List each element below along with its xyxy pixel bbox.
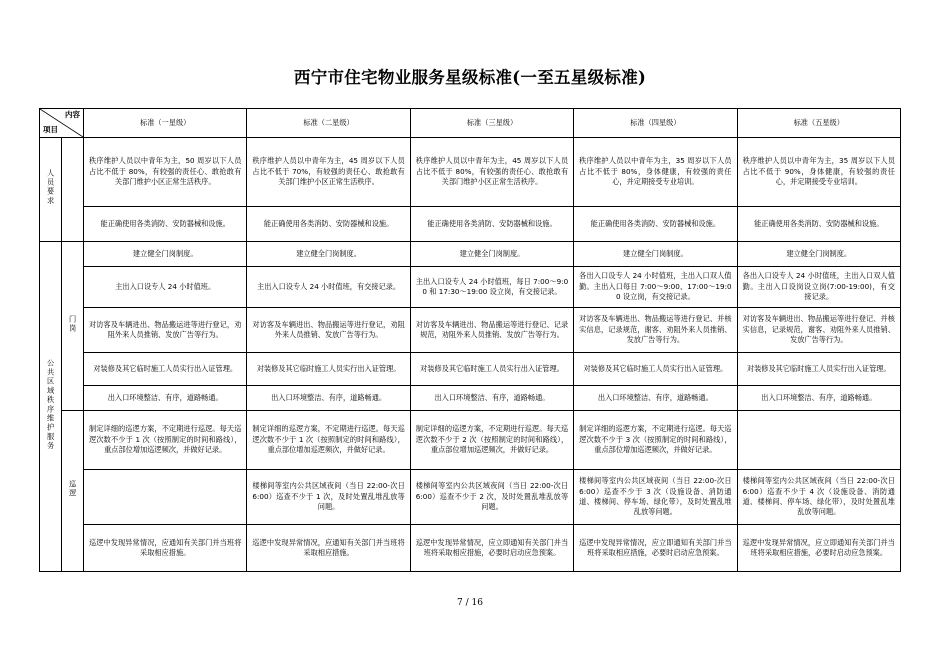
table-row xyxy=(40,353,901,386)
cell-patrol-system-1: 制定详细的巡逻方案，不定期进行巡逻。每天巡逻次数不少于 1 次（按照制定的时间和路线），重点部位增加巡逻频次，并做好记录。 xyxy=(84,411,247,470)
cell-abnormal-report-5: 巡逻中发现异常情况，应立即通知有关部门并当班将采取相应措施，必要时启动应急预案。 xyxy=(737,525,900,572)
table-header-row xyxy=(40,109,901,138)
cell-visitor-vehicle-1: 对访客及车辆进出、物品搬运进等进行登记，劝阻外来人员推销、发放广告等行为。 xyxy=(84,308,247,353)
cell-gate-duty-3: 主出入口设专人 24 小时值班，每日 7:00～9:00 和 17:30～19:00 设立岗，有交接记录。 xyxy=(410,267,573,308)
cell-staff-age-3: 秩序维护人员以中青年为主，45 周岁以下人员占比不低于 80%，有较强的责任心、敢抢敢有关部门维护小区正常生活秩序。 xyxy=(410,138,573,207)
column-header-one-star: 标准（一星级） xyxy=(84,109,247,138)
cell-night-patrol-2: 楼梯间等室内公共区域夜间（当日 22:00-次日 6:00）巡查不少于 1 次，及时处置乱堆乱放等问题。 xyxy=(247,470,410,525)
table-corner-cell xyxy=(40,109,84,138)
cell-gate-system-3: 建立健全门岗制度。 xyxy=(410,242,573,267)
cell-staff-age-4: 秩序维护人员以中青年为主，35 周岁以下人员占比不低于 80%，身体健康，有较强的责任心，并定期接受专业培训。 xyxy=(574,138,737,207)
cell-patrol-system-3: 制定详细的巡逻方案，不定期进行巡逻。每天巡逻次数不少于 2 次（按照制定的时间和路线），重点部位增加巡逻频次，并做好记录。 xyxy=(410,411,573,470)
cell-gate-system-4: 建立健全门岗制度。 xyxy=(574,242,737,267)
cell-night-patrol-5: 楼梯间等室内公共区域夜间（当日 22:00-次日 6:00）巡查不少于 4 次（设施设备、消防通道、楼梯间、停车场、绿化带），及时处置乱堆乱放等问题。 xyxy=(737,470,900,525)
cell-visitor-vehicle-2: 对访客及车辆进出、物品搬运等进行登记，劝阻外来人员推销、发放广告等行为。 xyxy=(247,308,410,353)
cell-gate-system-1: 建立健全门岗制度。 xyxy=(84,242,247,267)
cell-staff-age-5: 秩序维护人员以中青年为主，35 周岁以下人员占比不低于 90%，身体健康，有较强的责任心，并定期接受专业培训。 xyxy=(737,138,900,207)
cell-renovation-worker-1: 对装修及其它临时施工人员实行出入证管理。 xyxy=(84,353,247,386)
cell-visitor-vehicle-5: 对访客及车辆进出、物品搬运等进行登记、并核实信息，记录规范，谢客、劝阻外来人员推销、发放广告等行为。 xyxy=(737,308,900,353)
row-category-public-area xyxy=(40,242,62,572)
category-label-public-area: 公共区域秩序维护服务 xyxy=(46,358,56,451)
table-row xyxy=(40,411,901,470)
standards-table xyxy=(39,108,901,572)
cell-patrol-system-2: 制定详细的巡逻方案，不定期进行巡逻。每天巡逻次数不少于 1 次（按照制定的时间和路线），重点部位增加巡逻频次，并做好记录。 xyxy=(247,411,410,470)
cell-visitor-vehicle-3: 对访客及车辆进出、物品搬运等进行登记、记录规范，劝阻外来人员推销、发放广告等行为。 xyxy=(410,308,573,353)
cell-renovation-worker-2: 对装修及其它临时施工人员实行出入证管理。 xyxy=(247,353,410,386)
standards-table-container xyxy=(39,108,901,572)
cell-fire-equipment-3: 能正确使用各类消防、安防器械和设施。 xyxy=(410,207,573,242)
cell-abnormal-report-4: 巡逻中发现异常情况，应立即通知有关部门并当班将采取相应措施，必要时启动应急预案。 xyxy=(574,525,737,572)
cell-patrol-system-4: 制定详细的巡逻方案，不定期进行巡逻。每天巡逻次数不少于 3 次（按照制定的时间和路线），重点部位增加巡逻频次，并做好记录。 xyxy=(574,411,737,470)
table-row xyxy=(40,386,901,411)
cell-gate-duty-2: 主出入口设专人 24 小时值班，有交接记录。 xyxy=(247,267,410,308)
table-row xyxy=(40,308,901,353)
cell-visitor-vehicle-4: 对访客及车辆进出、物品搬运等进行登记、并核实信息，记录规范，谢客、劝阻外来人员推销、发放广告等行为。 xyxy=(574,308,737,353)
table-row xyxy=(40,267,901,308)
cell-gate-environment-1: 出入口环境整洁、有序，道路畅通。 xyxy=(84,386,247,411)
subcategory-label-patrol: 巡逻 xyxy=(68,480,78,499)
cell-abnormal-report-2: 巡逻中发现异常情况，应通知有关部门并当班将采取相应措施。 xyxy=(247,525,410,572)
cell-gate-system-5: 建立健全门岗制度。 xyxy=(737,242,900,267)
cell-gate-environment-5: 出入口环境整洁、有序，道路畅通。 xyxy=(737,386,900,411)
cell-night-patrol-1 xyxy=(84,470,247,525)
row-category-staff xyxy=(40,138,62,242)
cell-night-patrol-4: 楼梯间等室内公共区域夜间（当日 22:00-次日 6:00）巡查不少于 3 次（设施设备、消防通道、楼梯间、停车场、绿化带），及时处置乱堆乱放等问题。 xyxy=(574,470,737,525)
cell-gate-environment-2: 出入口环境整洁、有序，道路畅通。 xyxy=(247,386,410,411)
table-row xyxy=(40,242,901,267)
row-subcategory-patrol xyxy=(62,411,84,572)
cell-renovation-worker-4: 对装修及其它临时施工人员实行出入证管理。 xyxy=(574,353,737,386)
cell-renovation-worker-3: 对装修及其它临时施工人员实行出入证管理。 xyxy=(410,353,573,386)
page-number: 7 / 16 xyxy=(457,598,483,608)
cell-fire-equipment-1: 能正确使用各类消防、安防器械和设施。 xyxy=(84,207,247,242)
corner-top-right-label: 内容 xyxy=(65,110,80,119)
table-row xyxy=(40,207,901,242)
category-label-staff: 人员要求 xyxy=(46,169,56,207)
cell-gate-system-2: 建立健全门岗制度。 xyxy=(247,242,410,267)
row-subcategory-gatehouse xyxy=(62,242,84,411)
cell-gate-environment-4: 出入口环境整洁、有序，道路畅通。 xyxy=(574,386,737,411)
cell-gate-duty-1: 主出入口设专人 24 小时值班。 xyxy=(84,267,247,308)
cell-renovation-worker-5: 对装修及其它临时施工人员实行出入证管理。 xyxy=(737,353,900,386)
cell-staff-age-2: 秩序维护人员以中青年为主，45 周岁以下人员占比不低于 70%，有较强的责任心、敢抢敢有关部门维护小区正常生活秩序。 xyxy=(247,138,410,207)
cell-gate-duty-5: 各出入口设专人 24 小时值班，主出入口双人值勤。主出入口设岗设立岗(7:00-19:00)，有交接记录。 xyxy=(737,267,900,308)
table-row xyxy=(40,470,901,525)
cell-staff-age-1: 秩序维护人员以中青年为主，50 周岁以下人员占比不低于 80%，有较强的责任心、敢抢敢有关部门维护小区正常生活秩序。 xyxy=(84,138,247,207)
cell-patrol-system-5 xyxy=(737,411,900,470)
cell-gate-environment-3: 出入口环境整洁、有序，道路畅通。 xyxy=(410,386,573,411)
column-header-five-star: 标准（五星级） xyxy=(737,109,900,138)
cell-fire-equipment-4: 能正确使用各类消防、安防器械和设施。 xyxy=(574,207,737,242)
row-subcategory-staff-blank xyxy=(62,138,84,242)
cell-abnormal-report-1: 巡逻中发现异常情况，应通知有关部门并当班将采取相应措施。 xyxy=(84,525,247,572)
cell-fire-equipment-5: 能正确使用各类消防、安防器械和设施。 xyxy=(737,207,900,242)
cell-fire-equipment-2: 能正确使用各类消防、安防器械和设施。 xyxy=(247,207,410,242)
page-title: 西宁市住宅物业服务星级标准(一至五星级标准) xyxy=(293,68,647,87)
corner-bottom-left-label: 项目 xyxy=(43,125,58,135)
column-header-three-star: 标准（三星级） xyxy=(410,109,573,138)
cell-night-patrol-3: 楼梯间等室内公共区域夜间（当日 22:00-次日 6:00）巡查不少于 2 次，及时处置乱堆乱放等问题。 xyxy=(410,470,573,525)
table-row xyxy=(40,138,901,207)
cell-gate-duty-4: 各出入口设专人 24 小时值班，主出入口双人值勤。主出入口每日 7:00～9:00、17:00～19:00 设立岗，有交接记录。 xyxy=(574,267,737,308)
column-header-four-star: 标准（四星级） xyxy=(574,109,737,138)
table-row xyxy=(40,525,901,572)
subcategory-label-gatehouse: 门岗 xyxy=(68,315,78,334)
cell-abnormal-report-3: 巡逻中发现异常情况，应立即通知有关部门并当班将采取相应措施，必要时启动应急预案。 xyxy=(410,525,573,572)
column-header-two-star: 标准（二星级） xyxy=(247,109,410,138)
